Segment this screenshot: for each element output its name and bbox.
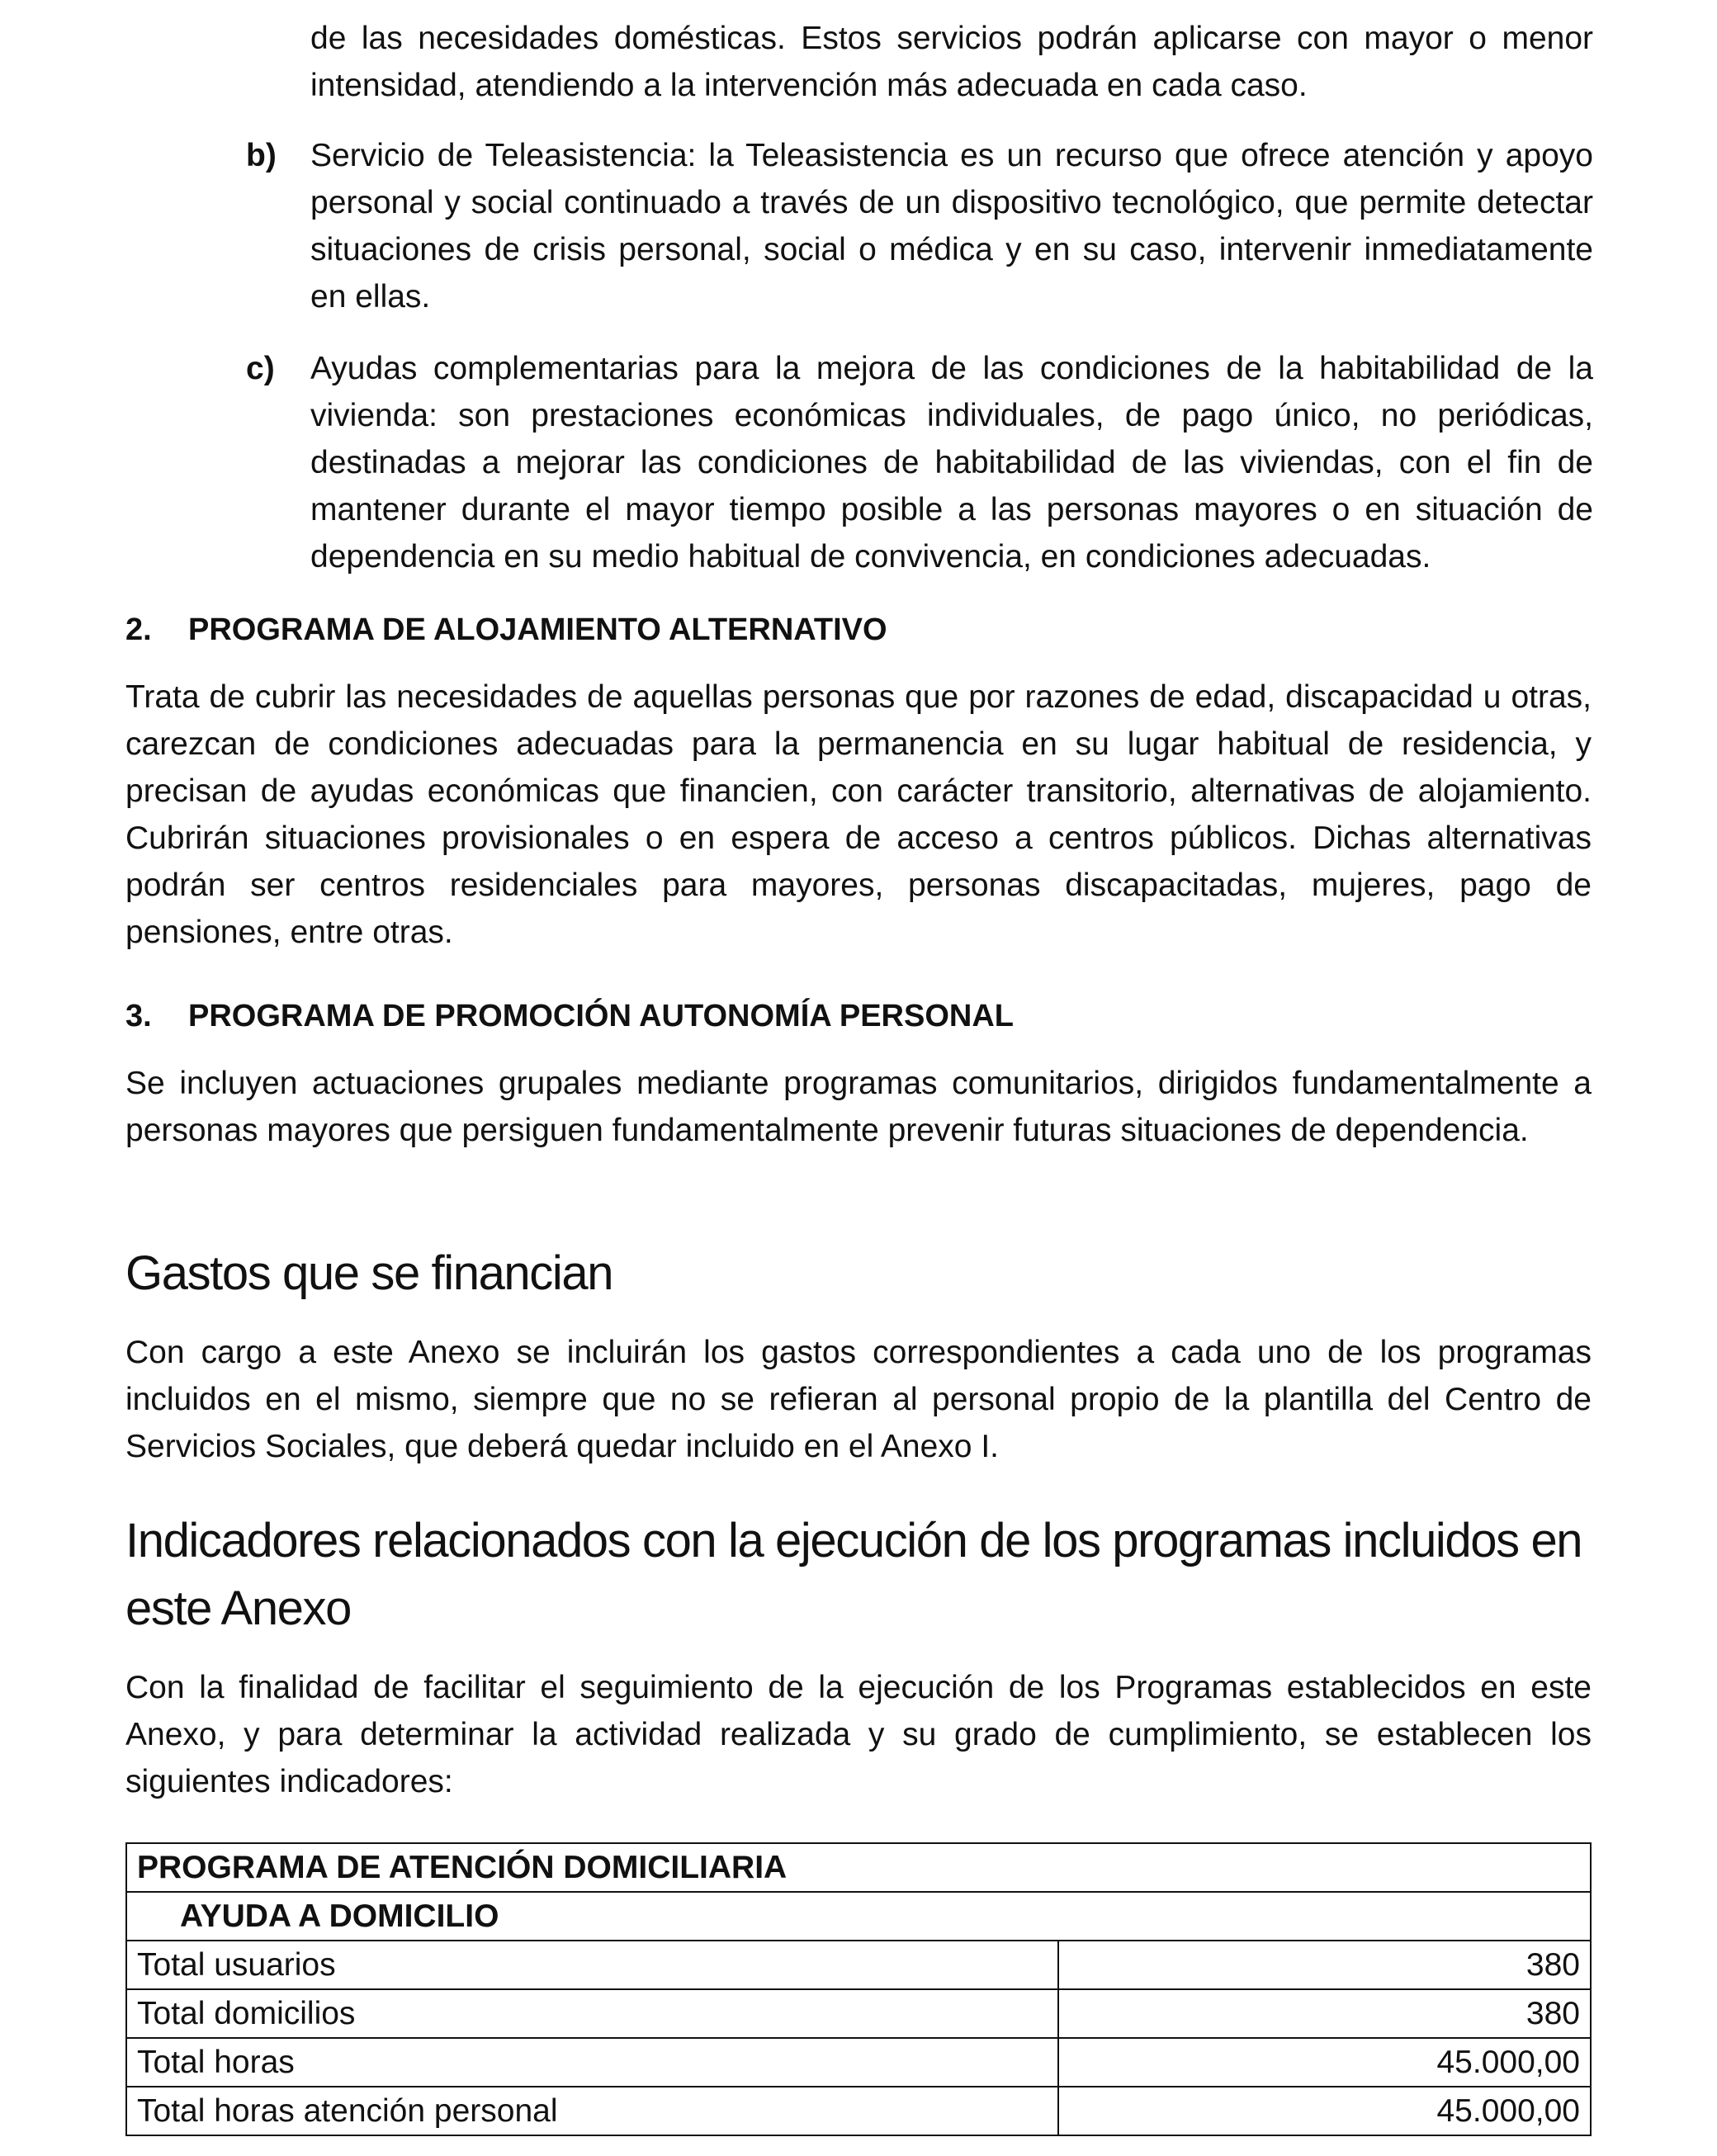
table-subheader: AYUDA A DOMICILIO [126,1892,1591,1941]
table-row-label: Total horas atención personal [126,2087,1058,2135]
indicadores-body [125,1664,1592,1805]
table-row [126,2038,1591,2087]
table-row-value: 380 [1058,1941,1591,1989]
table-row [126,2087,1591,2135]
gastos-text: Con cargo a este Anexo se incluirán los gastos correspondientes a cada uno de los programas incluidos en el mismo, siempre que no se refieran al personal propio de la plantilla del Centro de Servicios Sociales, que deberá quedar incluido en el Anexo I. [125,1335,1592,1464]
table-row [126,1989,1591,2038]
table-header-row [126,1843,1591,1892]
list-item-continuation [246,15,1593,109]
gastos-body [125,1329,1592,1470]
section-2-text: Trata de cubrir las necesidades de aquellas personas que por razones de edad, discapacidad u otras, carezcan de condiciones adecuadas para la permanencia en su lugar habitual de residencia, y precisan de ayudas económicas que financien, con carácter transitorio, alternativas de alojamiento. Cubrirán situaciones provisionales o en espera de acceso a centros públicos. Dichas alternativas podrán ser centros residenciales para mayores, personas discapacitadas, mujeres, pago de pensiones, entre otras. [125,679,1592,950]
section-3-text: Se incluyen actuaciones grupales mediante programas comunitarios, dirigidos fundamentalmente a personas mayores que persiguen fundamentalmente prevenir futuras situaciones de dependencia. [125,1066,1592,1148]
table-row-value: 45.000,00 [1058,2038,1591,2087]
section-3-number: 3. [125,999,152,1033]
list-marker-b: b) [246,138,277,173]
section-2-title: PROGRAMA DE ALOJAMIENTO ALTERNATIVO [188,612,887,647]
section-2-number: 2. [125,612,152,647]
section-2-heading [125,609,887,650]
indicators-table [125,1842,1592,2136]
section-3-title: PROGRAMA DE PROMOCIÓN AUTONOMÍA PERSONAL [188,999,1014,1033]
table-header: PROGRAMA DE ATENCIÓN DOMICILIARIA [126,1843,1591,1892]
gastos-heading: Gastos que se financian [125,1246,613,1300]
table-row-label: Total usuarios [126,1941,1058,1989]
section-3-heading [125,995,1014,1037]
list-item-b-text: Servicio de Teleasistencia: la Teleasistencia es un recurso que ofrece atención y apoyo personal y social continuado a través de un dispositivo tecnológico, que permite detectar situaciones de crisis personal, social o médica y en su caso, intervenir inmediatamente en ellas. [310,138,1593,314]
table-row-value: 380 [1058,1989,1591,2038]
list-item-c-text: Ayudas complementarias para la mejora de las condiciones de la habitabilidad de la vivienda: son prestaciones económicas individuales, de pago único, no periódicas, destinadas a mejorar las condiciones de habitabilidad de las viviendas, con el fin de mantener durante el mayor tiempo posible a las personas mayores o en situación de dependencia en su medio habitual de convivencia, en condiciones adecuadas. [310,351,1593,574]
intro-continuation-text: de las necesidades domésticas. Estos servicios podrán aplicarse con mayor o menor intensidad, atendiendo a la intervención más adecuada en cada caso. [310,21,1593,103]
table-row-label: Total domicilios [126,1989,1058,2038]
list-marker-c: c) [246,351,275,386]
table-row-label: Total horas [126,2038,1058,2087]
table-subheader-row [126,1892,1591,1941]
indicadores-text: Con la finalidad de facilitar el seguimiento de la ejecución de los Programas establecidos en este Anexo, y para determinar la actividad realizada y su grado de cumplimiento, se establecen los siguientes indicadores: [125,1670,1592,1799]
indicadores-heading: Indicadores relacionados con la ejecución de los programas incluidos en este Anexo [125,1514,1582,1635]
list-item-b [246,132,1593,320]
section-2-body [125,674,1592,956]
table-row-value: 45.000,00 [1058,2087,1591,2135]
table-row [126,1941,1591,1989]
section-3-body [125,1060,1592,1154]
list-item-c [246,345,1593,580]
